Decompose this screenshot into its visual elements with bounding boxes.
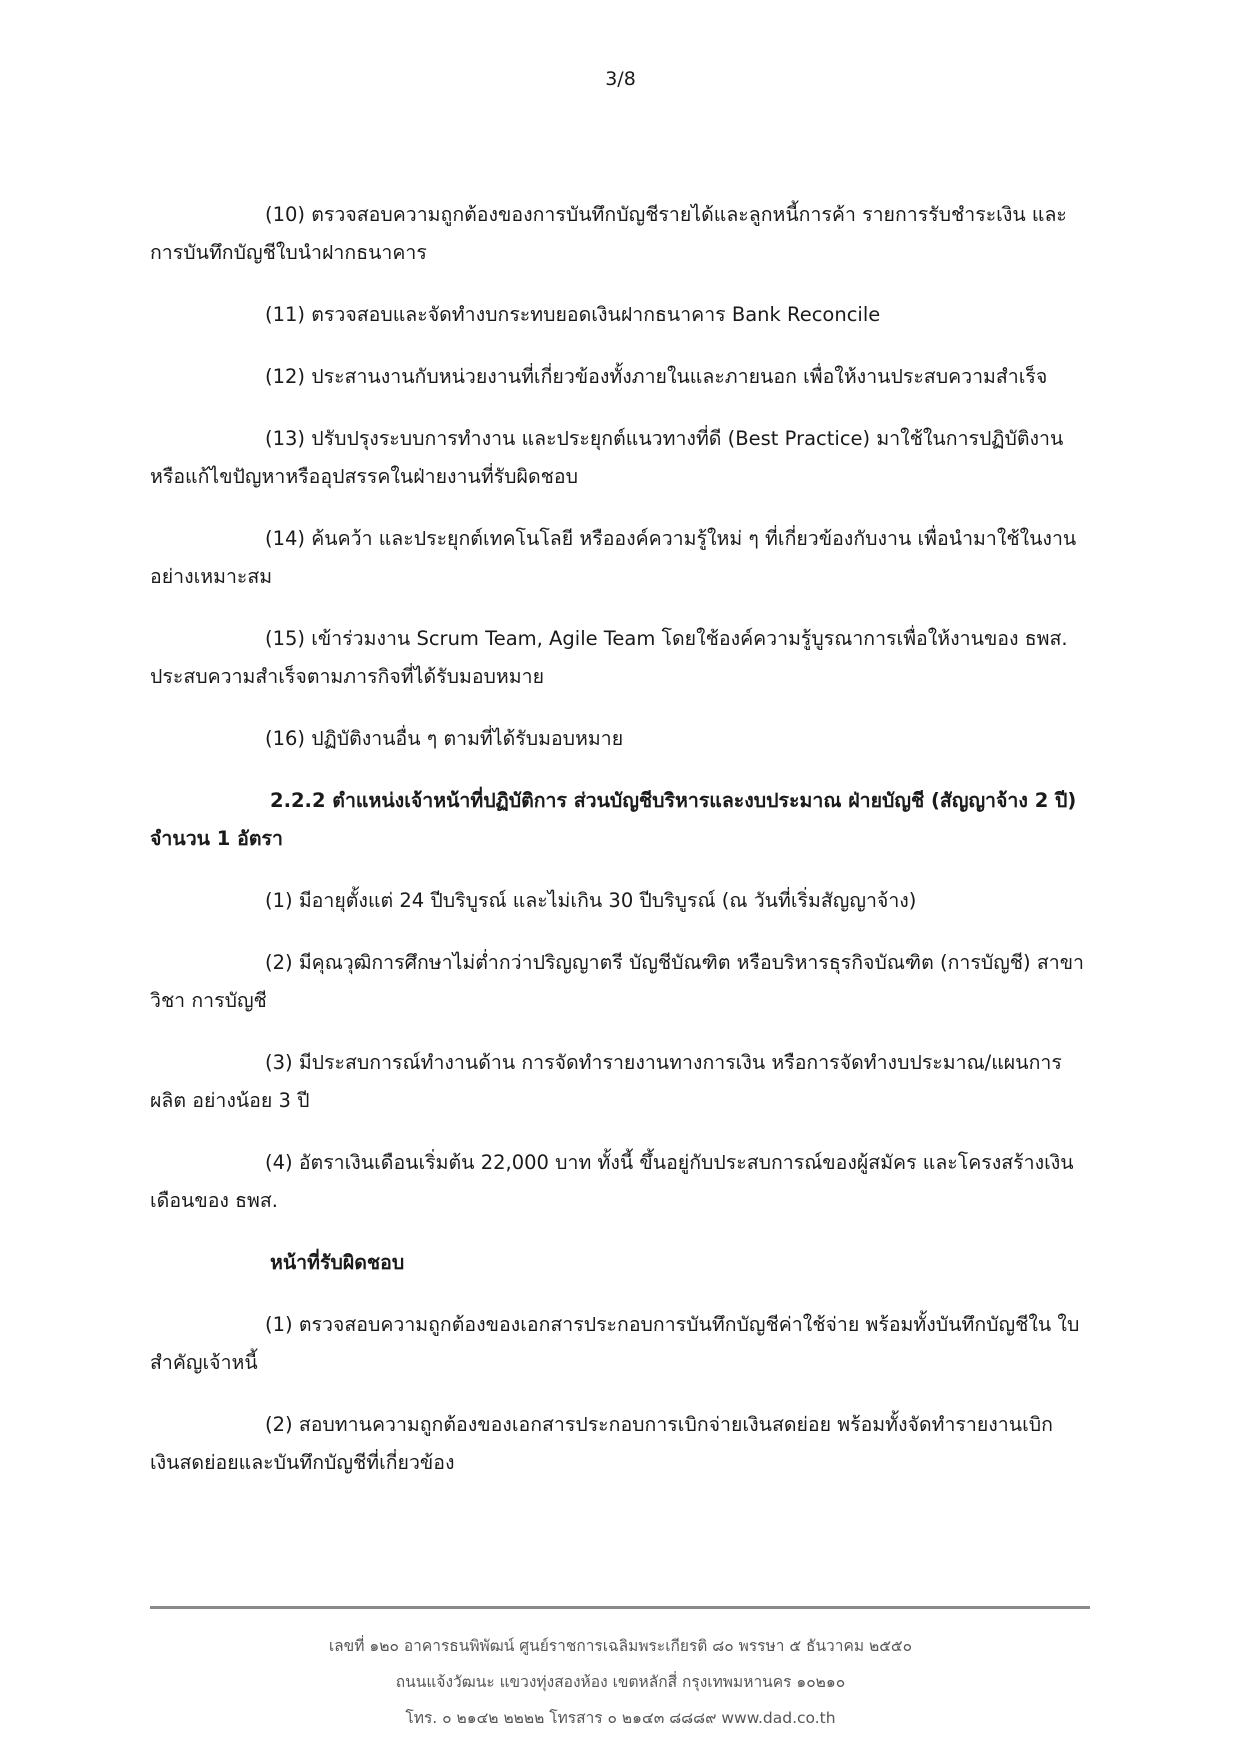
duty-item-10: (10) ตรวจสอบความถูกต้องของการบันทึกบัญชีรายได้และลูกหนี้การค้า รายการรับชำระเงิน และการบันทึกบัญชีใบนำฝากธนาคาร — [150, 203, 1067, 264]
duty-item-14: (14) ค้นคว้า และประยุกต์เทคโนโลยี หรือองค์ความรู้ใหม่ ๆ ที่เกี่ยวข้องกับงาน เพื่อนำมาใช้ในงานอย่างเหมาะสม — [150, 527, 1077, 588]
footer-divider — [150, 1606, 1090, 1609]
duty-item-12: (12) ประสานงานกับหน่วยงานที่เกี่ยวข้องทั้งภายในและภายนอก เพื่อให้งานประสบความสำเร็จ — [265, 365, 1048, 388]
qualification-item-2: (2) มีคุณวุฒิการศึกษาไม่ต่ำกว่าปริญญาตรี บัญชีบัณฑิต หรือบริหารธุรกิจบัณฑิต (การบัญชี) สาขาวิชา การบัญชี — [150, 951, 1084, 1012]
footer-contact-line: โทร. ๐ ๒๑๔๒ ๒๒๒๒ โทรสาร ๐ ๒๑๔๓ ๘๘๘๙ www.dad.co.th — [405, 1709, 836, 1727]
footer-street-line: ถนนแจ้งวัฒนะ แขวงทุ่งสองห้อง เขตหลักสี่ กรุงเทพมหานคร ๑๐๒๑๐ — [395, 1673, 846, 1691]
duty-item-15: (15) เข้าร่วมงาน Scrum Team, Agile Team โดยใช้องค์ความรู้บูรณาการเพื่อให้งานของ ธพส. ประสบความสำเร็จตามภารกิจที่ได้รับมอบหมาย — [150, 627, 1068, 688]
document-body — [150, 196, 1090, 1506]
duty-item-11: (11) ตรวจสอบและจัดทำงบกระทบยอดเงินฝากธนาคาร Bank Reconcile — [265, 303, 881, 326]
footer — [0, 1628, 1241, 1736]
page-number: 3/8 — [605, 68, 636, 90]
responsibility-item-1: (1) ตรวจสอบความถูกต้องของเอกสารประกอบการบันทึกบัญชีค่าใช้จ่าย พร้อมทั้งบันทึกบัญชีใน ใบสำคัญเจ้าหนี้ — [150, 1313, 1080, 1374]
footer-address-line: เลขที่ ๑๒๐ อาคารธนพิพัฒน์ ศูนย์ราชการเฉลิมพระเกียรติ ๘๐ พรรษา ๕ ธันวาคม ๒๕๕๐ — [328, 1637, 913, 1655]
qualification-item-3: (3) มีประสบการณ์ทำงานด้าน การจัดทำรายงานทางการเงิน หรือการจัดทำงบประมาณ/แผนการผลิต อย่างน้อย 3 ปี — [150, 1051, 1062, 1112]
duty-item-13: (13) ปรับปรุงระบบการทำงาน และประยุกต์แนวทางที่ดี (Best Practice) มาใช้ในการปฏิบัติงาน หรือแก้ไขปัญหาหรืออุปสรรคในฝ่ายงานที่รับผิดชอบ — [150, 427, 1064, 488]
qualification-item-1: (1) มีอายุตั้งแต่ 24 ปีบริบูรณ์ และไม่เกิน 30 ปีบริบูรณ์ (ณ วันที่เริ่มสัญญาจ้าง) — [265, 889, 917, 912]
responsibility-item-2: (2) สอบทานความถูกต้องของเอกสารประกอบการเบิกจ่ายเงินสดย่อย พร้อมทั้งจัดทำรายงานเบิกเงินสดย่อยและบันทึกบัญชีที่เกี่ยวข้อง — [150, 1413, 1053, 1474]
qualification-item-4: (4) อัตราเงินเดือนเริ่มต้น 22,000 บาท ทั้งนี้ ขึ้นอยู่กับประสบการณ์ของผู้สมัคร และโครงสร้างเงินเดือนของ ธพส. — [150, 1151, 1074, 1212]
responsibilities-heading: หน้าที่รับผิดชอบ — [270, 1251, 405, 1274]
position-heading: 2.2.2 ตำแหน่งเจ้าหน้าที่ปฏิบัติการ ส่วนบัญชีบริหารและงบประมาณ ฝ่ายบัญชี (สัญญาจ้าง 2 ปี) จำนวน 1 อัตรา — [150, 789, 1077, 850]
duty-item-16: (16) ปฏิบัติงานอื่น ๆ ตามที่ได้รับมอบหมาย — [265, 727, 624, 750]
